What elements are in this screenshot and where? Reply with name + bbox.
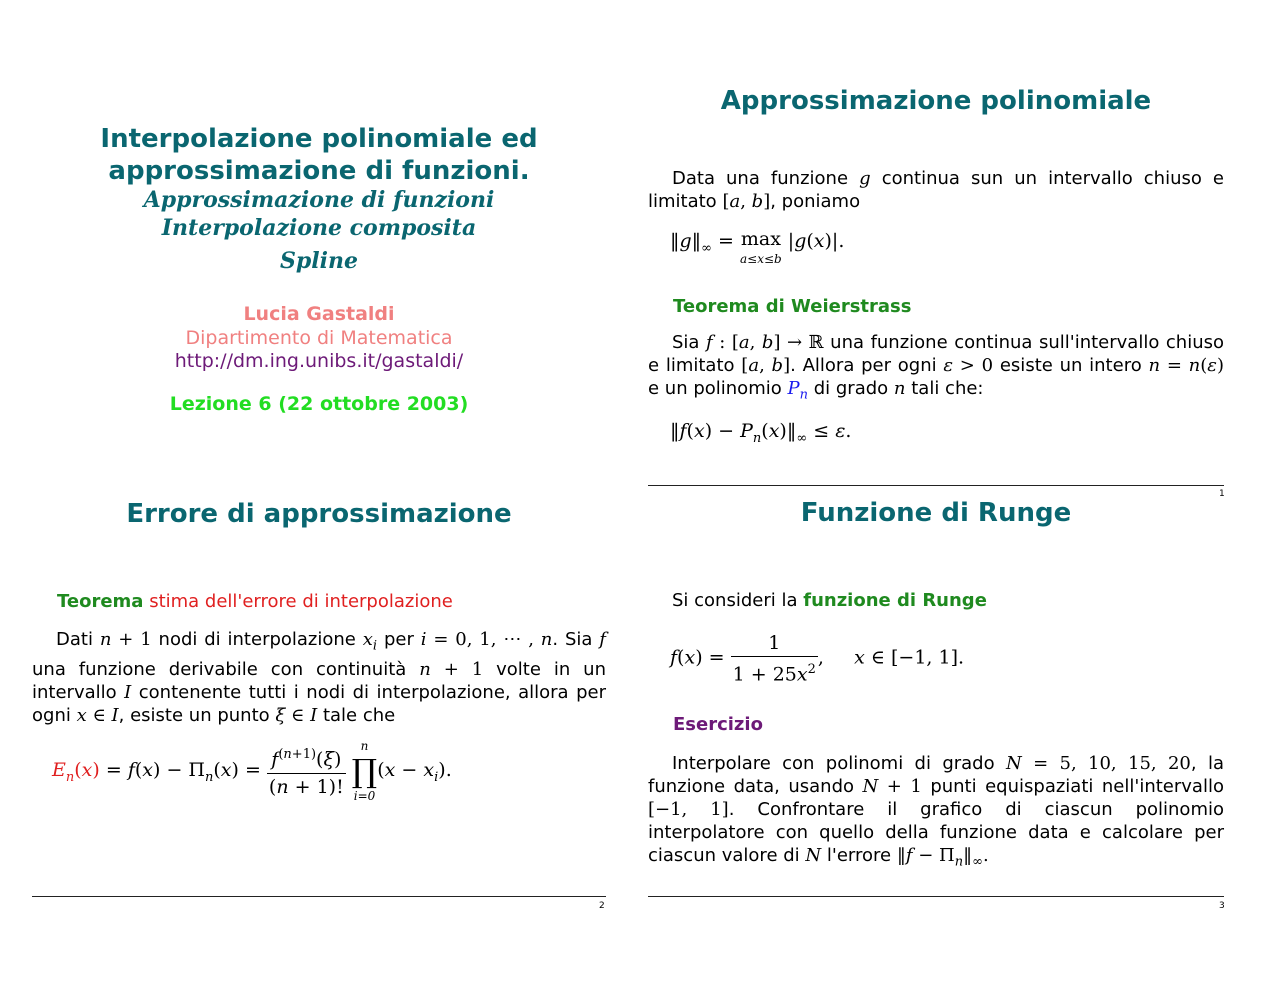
thm-text-f: di grado xyxy=(813,378,889,399)
thm-text-c: . Allora per ogni xyxy=(790,355,937,376)
math-n-eps: n = n(ε) xyxy=(1148,355,1224,376)
intro-text-b: continua sun un intervallo chiuso e limitato xyxy=(648,168,1224,212)
ex-text-b: , la funzione data, usando xyxy=(648,753,1224,797)
math-i-range: i = 0, 1, ⋯ , n xyxy=(420,629,553,650)
math-f: f xyxy=(599,629,606,650)
intro-text-a: Data una funzione xyxy=(672,168,849,189)
p-text-c: per xyxy=(383,629,414,650)
page-number: 3 xyxy=(1219,901,1225,911)
exercise-heading: Esercizio xyxy=(673,714,763,735)
subtitle-1: Approssimazione di funzioni xyxy=(143,187,495,213)
math-g: g xyxy=(859,168,871,189)
math-n: n xyxy=(893,378,906,399)
author-name: Lucia Gastaldi xyxy=(243,303,395,325)
error-formula: $E_n(x) = f(x) - \Pi_n(x)$ = $\frac{f^{(n+1)}(\xi)}{(n + 1)!}$ n ∏ i=0 $(x - x_i)$. xyxy=(52,739,452,803)
thm-text-a: Sia xyxy=(672,332,700,353)
footer-rule xyxy=(648,896,1224,897)
weierstrass-heading: Teorema di Weierstrass xyxy=(673,296,912,317)
page-number: 2 xyxy=(599,901,605,911)
math-f-map: f : [a, b] → ℝ xyxy=(706,332,824,353)
department-name: Dipartimento di Matematica xyxy=(185,327,453,349)
ex-text-c: punti equispaziati nell'intervallo xyxy=(930,776,1224,797)
slide-title: Errore di approssimazione xyxy=(126,499,512,529)
weierstrass-inequality: ‖f(x) − $P_n(x)‖_\infty \le \varepsilon$. xyxy=(670,420,852,446)
subtitle-3: Spline xyxy=(280,248,358,274)
thm-text-g: tali che: xyxy=(911,378,984,399)
math-interval: [a, b] xyxy=(722,191,771,212)
slide-title: Approssimazione polinomiale xyxy=(720,86,1152,116)
thm-text-b: una funzione continua sull'intervallo chiuso e limitato xyxy=(648,332,1225,376)
intro-paragraph xyxy=(648,167,1224,213)
runge-function-link: funzione di Runge xyxy=(803,590,987,611)
presentation-title-line-2: approssimazione di funzioni. xyxy=(108,156,530,186)
sup-norm-formula: $‖g‖_\infty = \max$ a≤x≤b |g(x)|. xyxy=(670,228,845,266)
thm-text-e: e un polinomio xyxy=(648,378,782,399)
math-n-plus-1: n + 1 xyxy=(99,629,152,650)
math-error-norm: ‖f − $\Pi_n‖_\infty$. xyxy=(896,845,989,870)
p-text-e: una funzione derivabile con continuità xyxy=(32,658,407,680)
theorem-heading xyxy=(57,591,453,612)
math-n-plus-1-b: n + 1 xyxy=(419,658,484,680)
p-text-g: contenente tutti i nodi di interpolazione, allora per ogni xyxy=(32,681,606,726)
intro-text: Si consideri la xyxy=(672,590,798,611)
subtitle-2: Interpolazione composita xyxy=(161,215,477,241)
ex-text-e: l'errore xyxy=(826,845,892,866)
p-text-i: tale che xyxy=(322,704,396,726)
footer-rule xyxy=(648,485,1224,486)
exercise-text xyxy=(648,752,1224,874)
thm-text-d: esiste un intero xyxy=(999,355,1142,376)
math-xi-in-I: ξ ∈ I xyxy=(275,704,318,726)
math-xi: $x_i$ xyxy=(362,629,378,654)
p-text-h: , esiste un punto xyxy=(118,704,270,726)
theorem-word: Teorema xyxy=(57,591,144,612)
math-N-plus-1: N + 1 xyxy=(862,776,922,797)
author-url-link[interactable]: http://dm.ing.unibs.it/gastaldi/ xyxy=(174,350,464,372)
p-text-b: nodi di interpolazione xyxy=(158,629,356,650)
p-text-a: Dati xyxy=(56,629,93,650)
presentation-title-line-1: Interpolazione polinomiale ed xyxy=(100,124,538,154)
intro-text-c: , poniamo xyxy=(770,191,861,212)
footer-rule xyxy=(32,896,606,897)
math-x-in-I: x ∈ I xyxy=(76,704,119,726)
math-interval-2: [a, b] xyxy=(741,355,791,376)
lecture-info: Lezione 6 (22 ottobre 2003) xyxy=(169,393,469,415)
runge-formula: f(x) = $\frac{1}{1 + 25x^2}$ , x ∈ [−1, 1]. xyxy=(670,632,965,686)
math-pn: $P_n$ xyxy=(787,378,808,403)
slide-title: Funzione di Runge xyxy=(800,498,1072,528)
runge-intro xyxy=(672,590,987,611)
math-I: I xyxy=(124,681,132,703)
p-text-d: . Sia xyxy=(552,629,593,650)
math-eps: ε > 0 xyxy=(943,355,994,376)
ex-text-d: . Confrontare il grafico di ciascun polinomio interpolatore con quello della funzione data e calcolare per ciascun valore di xyxy=(648,799,1224,866)
p-text-f: volte in un intervallo xyxy=(32,658,606,703)
page-number: 1 xyxy=(1219,489,1225,499)
math-interval-runge: [−1, 1] xyxy=(648,799,729,820)
theorem-statement xyxy=(32,628,606,727)
weierstrass-statement xyxy=(648,331,1224,407)
theorem-description: stima dell'errore di interpolazione xyxy=(149,591,453,612)
ex-text-a: Interpolare con polinomi di grado xyxy=(672,753,995,774)
math-N-values: N = 5, 10, 15, 20 xyxy=(1005,753,1191,774)
math-N: N xyxy=(805,845,822,866)
